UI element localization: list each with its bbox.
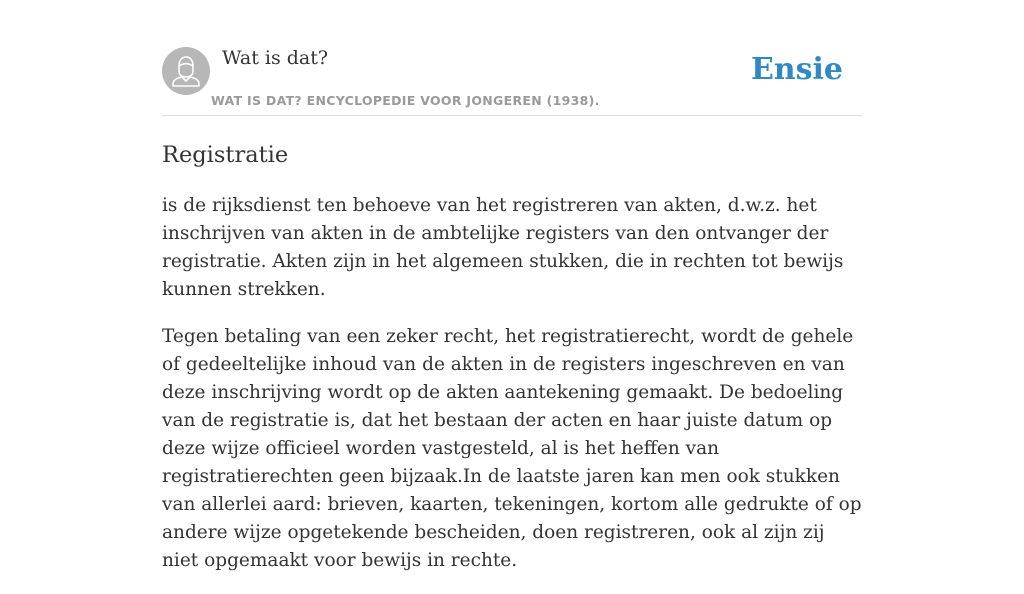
article-paragraph: Tegen betaling van een zeker recht, het registratierecht, wordt de gehele of gedeeltelijke inhoud van de akten in de registers ingeschreven en van deze inschrijving wordt op de akten aantekening gemaakt. De bedoeling van de registratie is, dat het bestaan der acten en haar juiste datum op deze wijze officieel worden vastgesteld, al is het heffen van registratierechten geen bijzaak.In de laatste jaren kan men ook stukken van allerlei aard: brieven, kaarten, tekeningen, kortom alle gedrukte of op andere wijze opgetekende bescheiden, doen registreren, ook al zijn zij niet opgemaakt voor bewijs in rechte. — [162, 326, 862, 571]
source-subtitle[interactable]: WAT IS DAT? ENCYCLOPEDIE VOOR JONGEREN (1938). — [211, 93, 600, 108]
user-placeholder-icon — [162, 47, 210, 95]
article-body — [162, 192, 866, 594]
source-header — [162, 46, 862, 116]
ensie-logo[interactable]: Ensie — [750, 52, 843, 87]
source-name[interactable]: Wat is dat? — [222, 47, 329, 69]
article-title: Registratie — [162, 142, 289, 168]
article-paragraph: is de rijksdienst ten behoeve van het registreren van akten, d.w.z. het inschrijven van akten in de ambtelijke registers van den ontvanger der registratie. Akten zijn in het algemeen stukken, die in rechten tot bewijs kunnen strekken. — [162, 195, 844, 300]
